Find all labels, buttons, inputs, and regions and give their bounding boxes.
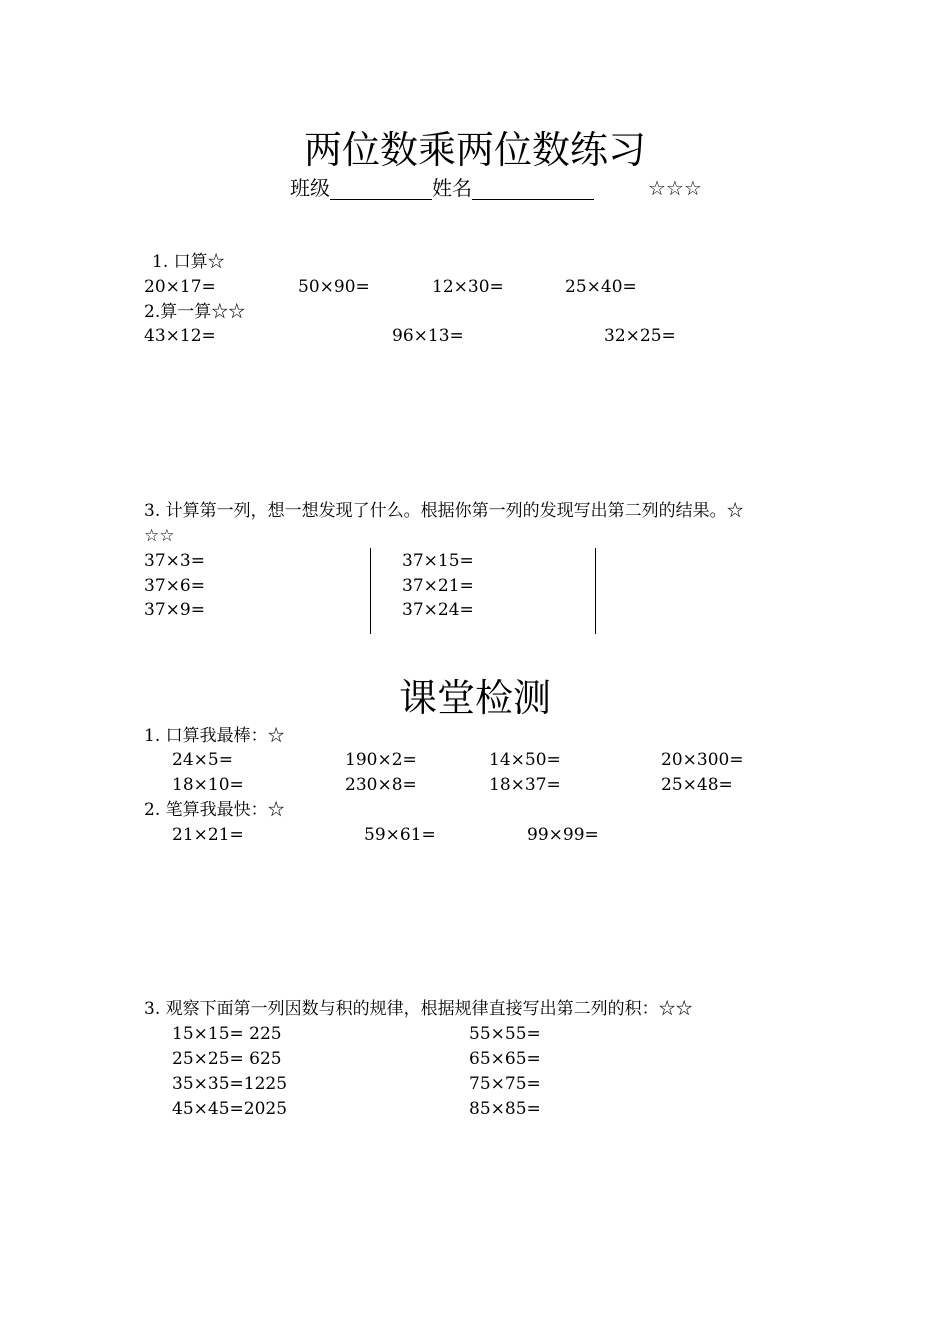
problem: 25×40=: [565, 277, 637, 297]
section-title: 课堂检测: [398, 676, 551, 720]
problem: 32×25=: [604, 326, 676, 346]
problem: 37×6=: [144, 576, 205, 596]
problem: 18×37=: [489, 775, 561, 795]
problem: 37×9=: [144, 600, 205, 620]
problem: 20×17=: [144, 277, 216, 297]
check-q2-label: 2. 笔算我最快：☆: [144, 800, 285, 820]
problem: 12×30=: [432, 277, 504, 297]
difficulty-stars: ☆☆☆: [648, 176, 702, 200]
practice-q2-label: 2.算一算☆☆: [144, 302, 246, 322]
problem: 35×35=1225: [172, 1074, 288, 1094]
column-divider: [595, 548, 596, 634]
check-q1-label: 1. 口算我最棒：☆: [144, 726, 285, 746]
problem: 45×45=2025: [172, 1099, 288, 1119]
class-label: 班级: [290, 176, 330, 200]
problem: 25×48=: [661, 775, 733, 795]
name-label: 姓名: [432, 176, 472, 200]
name-blank[interactable]: [472, 181, 594, 200]
problem: 37×24=: [402, 600, 474, 620]
practice-q3-label: 3. 计算第一列，想一想发现了什么。根据你第一列的发现写出第二列的结果。☆: [144, 501, 744, 521]
problem: 24×5=: [172, 750, 233, 770]
column-divider: [370, 548, 371, 634]
problem: 75×75=: [469, 1074, 541, 1094]
problem: 99×99=: [527, 825, 599, 845]
check-q3-label: 3. 观察下面第一列因数与积的规律，根据规律直接写出第二列的积：☆☆: [144, 999, 693, 1019]
problem: 37×21=: [402, 576, 474, 596]
class-blank[interactable]: [330, 181, 432, 200]
problem: 43×12=: [144, 326, 216, 346]
problem: 96×13=: [392, 326, 464, 346]
problem: 85×85=: [469, 1099, 541, 1119]
problem: 14×50=: [489, 750, 561, 770]
practice-q3-label-cont: ☆☆: [144, 526, 175, 546]
problem: 65×65=: [469, 1049, 541, 1069]
problem: 37×3=: [144, 551, 205, 571]
problem: 190×2=: [345, 750, 417, 770]
practice-q1-label: 1. 口算☆: [152, 252, 225, 272]
problem: 21×21=: [172, 825, 244, 845]
problem: 25×25= 625: [172, 1049, 282, 1069]
problem: 230×8=: [345, 775, 417, 795]
problem: 55×55=: [469, 1024, 541, 1044]
problem: 20×300=: [661, 750, 744, 770]
student-info-line: [290, 176, 594, 200]
page-title: 两位数乘两位数练习: [303, 128, 646, 172]
problem: 18×10=: [172, 775, 244, 795]
problem: 59×61=: [364, 825, 436, 845]
problem: 15×15= 225: [172, 1024, 282, 1044]
problem: 37×15=: [402, 551, 474, 571]
problem: 50×90=: [298, 277, 370, 297]
